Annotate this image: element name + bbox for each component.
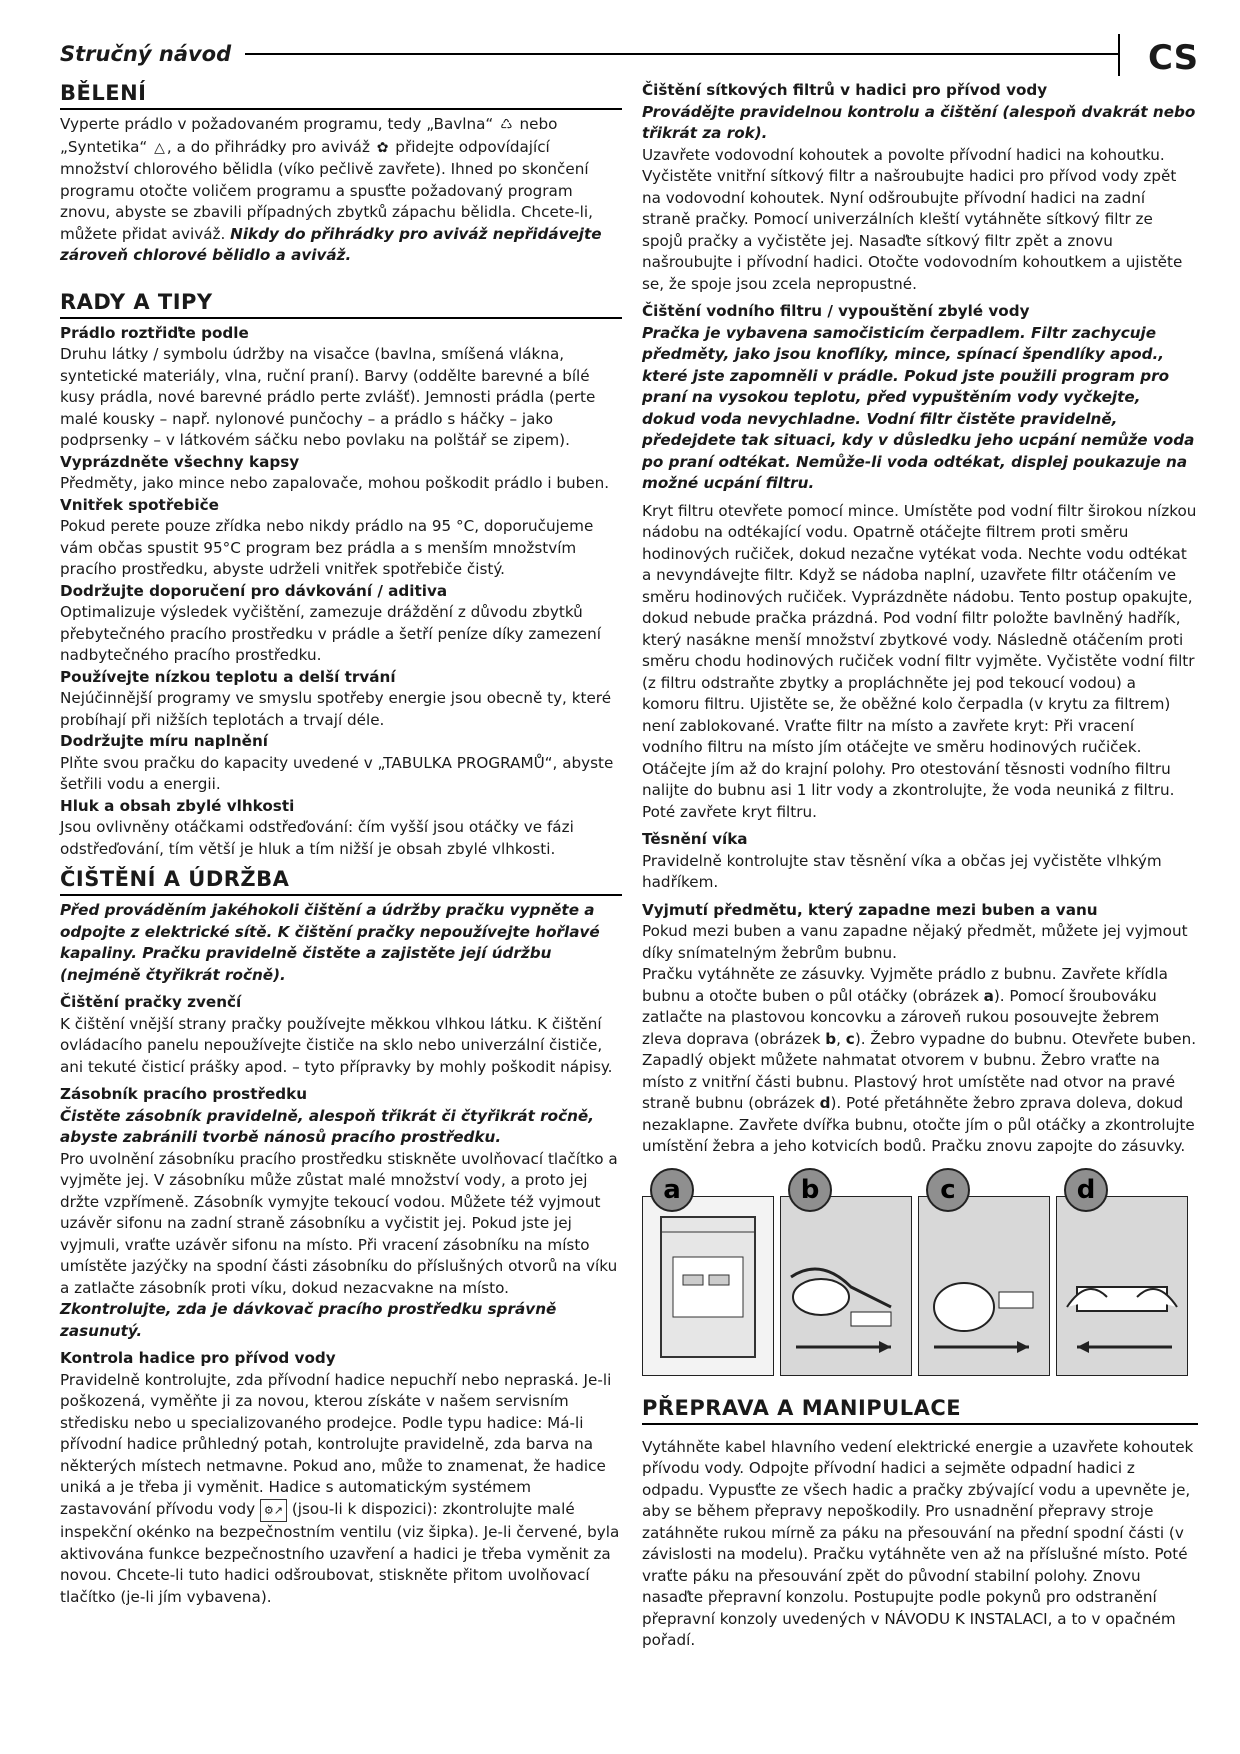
figure-d	[1056, 1196, 1188, 1376]
heading-kontrola-hadice: Kontrola hadice pro přívod vody	[60, 1349, 336, 1367]
figures-row	[642, 1168, 1198, 1383]
tip-heading: Používejte nízkou teplotu a delší trvání	[60, 667, 396, 686]
tip-text: Jsou ovlivněny otáčkami odstřeďování: čím vyšší jsou otáčky ve fázi odstřeďování, tím větší je hluk a tím nižší je obsah zbylé vlhkosti.	[60, 818, 574, 858]
section-title-beleni: BĚLENÍ	[60, 80, 622, 110]
section-title-cisteni: ČIŠTĚNÍ A ÚDRŽBA	[60, 866, 622, 896]
text-vyjmuti-1: Pokud mezi buben a vanu zapadne nějaký předmět, můžete jej vyjmout díky snímatelným žebrům bubnu.	[642, 922, 1188, 962]
text-preprava: Vytáhněte kabel hlavního vedení elektrické energie a uzavřete kohoutek přívodu vody. Odpojte přívodní hadici a sejměte odpadní hadici z odpadu. Vypusťte ze všech hadic a pračky zbývající vodu a upevněte je, aby se během přepravy nepoškodily. Pro usnadnění přepravy stroje zatáhněte rukou mírně za páku na přesouvání na přední spodní části (v závislosti na modelu). Pračku vytáhněte ven až na příslušné místo. Poté vraťte páku na přesouvání zpět do původní stabilní polohy. Znovu nasaďte přepravní konzolu. Postupujte podle pokynů pro odstranění přepravní konzoly uvedených v NÁVODU K INSTALACI, a to v opačném pořadí.	[642, 1437, 1194, 1649]
beleni-warning: Nikdy do přihrádky pro aviváž nepřidávejte zároveň chlorové bělidlo a aviváž.	[60, 224, 602, 264]
text-sitkove-filtry: Uzavřete vodovodní kohoutek a povolte přívodní hadici na kohoutku. Vyčistěte vnitřní sítkový filtr a našroubujte hadici pro přívod vody zpět na vodovodní kohoutek. Nyní odšroubujte přívodní hadici na zadní straně pračky. Pomocí univerzálních kleští vytáhněte sítkový filtr ze spojů pračky a vyčistěte jej. Nasaďte sítkový filtr zpět a znovu našroubujte i přívodní hadici. Otočte vodovodním kohoutkem a ujistěte se, že spoje jsou zcela nepropustné.	[642, 145, 1183, 293]
left-column	[60, 80, 622, 1608]
avivaz-icon: ✿	[376, 139, 389, 156]
sitkove-filtry-note: Provádějte pravidelnou kontrolu a čištění (alespoň dvakrát nebo třikrát za rok).	[642, 102, 1196, 142]
zasobnik-check: Zkontrolujte, zda je dávkovač pracího prostředku správně zasunutý.	[60, 1300, 557, 1340]
tip-heading: Vnitřek spotřebiče	[60, 495, 219, 514]
heading-sitkove-filtry: Čištění sítkových filtrů v hadici pro přívod vody	[642, 81, 1048, 99]
text-kontrola-hadice: Pravidelně kontrolujte, zda přívodní hadice nepuchří nebo nepraská. Je-li poškozená, vyměňte ji za novou, kterou získáte v našem servisním středisku nebo u specializovaného prodejce. Podle typu hadice: Má-li přívodní hadice průhledný potah, kontrolujte pravidelně, zda barva na některých místech netmavne. Pokud ano, může to znamenat, že hadice uniká a je třeba ji vyměnit. Hadice s automatickým systémem zastavování přívodu vody ⚙↗ (jsou-li k dispozici): zkontrolujte malé inspekční okénko na bezpečnostním ventilu (viz šipka). Je-li červené, byla aktivována funkce bezpečnostního uzavření a hadici je třeba vyměnit za novou. Chcete-li tuto hadici odšroubovat, stiskněte přitom uvolňovací tlačítko (je-li jím vybavena).	[60, 1370, 620, 1606]
tip-text: Nejúčinnější programy ve smyslu spotřeby energie jsou obecně ty, které probíhají při nižších teplotách a trvají déle.	[60, 689, 612, 729]
language-code: CS	[1148, 38, 1199, 78]
text-vodni-filtr: Kryt filtru otevřete pomocí mince. Umístěte pod vodní filtr širokou nízkou nádobu na odtékající vodu. Opatrně otáčejte filtrem proti směru hodinových ručiček, dokud nezačne vytékat voda. Nechte vodu odtékat a nevyndávejte filtr. Když se nádoba naplní, uzavřete filtr otáčením ve směru hodinových ručiček. Vyprázdněte nádobu. Tento postup opakujte, dokud nebude pračka prázdná. Pod vodní filtr položte bavlněný hadřík, který nasákne menší množství zbytkové vody. Následně otáčením proti směru chodu hodinových ručiček vodní filtr vyjměte. Vyčistěte vodní filtr (z filtru odstraňte zbytky a propláchněte jej pod tekoucí vodou) a komoru filtru. Ujistěte se, že oběžné kolo čerpadla (v krytu za filtrem) není zablokované. Vraťte filtr na místo a zavřete kryt: Při vracení vodního filtru na místo jím otáčejte ve směru hodinových ručiček. Otáčejte jím až do krajní polohy. Pro otestování těsnosti vodního filtru nalijte do bubnu asi 1 litr vody a zkontrolujte, že voda neuniká z filtru. Poté zavřete kryt filtru.	[642, 501, 1197, 821]
tip-text: Předměty, jako mince nebo zapalovače, mohou poškodit prádlo i buben.	[60, 474, 610, 492]
text-tesneni: Pravidelně kontrolujte stav těsnění víka a občas jej vyčistěte vlhkým hadříkem.	[642, 851, 1162, 891]
header-rule	[245, 53, 1120, 55]
header-title: Stručný návod	[60, 42, 232, 66]
heading-tesneni: Těsnění víka	[642, 830, 748, 848]
tip-heading: Vyprázdněte všechny kapsy	[60, 452, 300, 471]
section-title-rady: RADY A TIPY	[60, 289, 622, 319]
heading-vodni-filtr: Čištění vodního filtru / vypouštění zbylé vody	[642, 302, 1030, 320]
tips-list	[60, 323, 622, 861]
text-zasobnik: Pro uvolnění zásobníku pracího prostředku stiskněte uvolňovací tlačítko a vyjměte jej. V zásobníku může zůstat malé množství vody, a proto jej držte vzpřímeně. Zásobník vymyjte tekoucí vodou. Můžete též vyjmout uzávěr sifonu na zadní straně zásobníku a vyčistit jej. Pokud jste jej vyjmuli, vraťte uzávěr sifonu na místo. Při vracení zásobníku na místo umístěte jazýčky na spodní části zásobníku do příslušných otvorů na víku a zatlačte zásobník proti víku, dokud nezacvakne na místo.	[60, 1149, 618, 1297]
tip-text: Druhu látky / symbolu údržby na visačce (bavlna, smíšená vlákna, syntetické materiály, vlna, ruční praní). Barvy (oddělte barevné a bílé kusy prádla, nové barevné prádlo perte zvlášť). Jemnosti prádla (perte malé kousky – např. nylonové punčochy – a prádlo s háčky – jako podprsenky – v látkovém sáčku nebo povlaku na polštář se zipem).	[60, 345, 596, 449]
vodni-filtr-note: Pračka je vybavena samočisticím čerpadlem. Filtr zachycuje předměty, jako jsou knoflíky, mince, spínací špendlíky apod., které jste zapomněli v prádle. Pokud jste použili program pro praní na vysokou teplotu, před vypuštěním vody vyčkejte, dokud voda nevychladne. Vodní filtr čistěte pravidelně, předejdete tak situaci, kdy v důsledku jeho ucpání nemůže voda po praní odtékat. Nemůže-li voda odtékat, displej poukazuje na možné ucpání filtru.	[642, 323, 1195, 492]
tip-text: Pokud perete pouze zřídka nebo nikdy prádlo na 95 °C, doporučujeme vám občas spustit 95°C program bez prádla a s menším množstvím pracího prostředku, abyste udrželi vnitřek spotřebiče čistý.	[60, 517, 594, 578]
syntetika-icon: △	[154, 139, 165, 156]
tip-text: Optimalizuje výsledek vyčištění, zamezuje dráždění z důvodu zbytků přebytečného pracího prostředku v prádle a šetří peníze díky zamezení nadbytečného pracího prostředku.	[60, 603, 601, 664]
beleni-text: Vyperte prádlo v požadovaném programu, tedy „Bavlna“ ♺ nebo „Syntetika“ △ , a do přihrádky pro aviváž ✿ přidejte odpovídající množství chlorového bělidla (víko pečlivě zavřete). Ihned po skončení programu otočte voličem programu a spusťte požadovaný program znovu, abyste se zbavili případných zbytků zápachu bělidla. Chcete-li, můžete přidat aviváž. Nikdy do přihrádky pro aviváž nepřidávejte zároveň chlorové bělidlo a aviváž.	[60, 115, 602, 264]
bavlna-icon: ♺	[500, 117, 513, 133]
zasobnik-note: Čistěte zásobník pravidelně, alespoň třikrát či čtyřikrát ročně, abyste zabránili tvorbě nánosů pracího prostředku.	[60, 1106, 594, 1146]
heading-vyjmuti: Vyjmutí předmětu, který zapadne mezi buben a vanu	[642, 900, 1098, 919]
right-column	[642, 80, 1198, 1652]
cisteni-intro: Před prováděním jakéhokoli čištění a údržby pračku vypněte a odpojte z elektrické sítě. K čištění pračky nepoužívejte hořlavé kapaliny. Pračku pravidelně čistěte a zajistěte její údržbu (nejméně čtyřikrát ročně).	[60, 901, 600, 984]
tip-heading: Hluk a obsah zbylé vlhkosti	[60, 796, 295, 815]
figure-c	[918, 1196, 1050, 1376]
tip-heading: Dodržujte míru naplnění	[60, 732, 268, 750]
header-tick	[1118, 34, 1120, 76]
heading-zasobnik: Zásobník pracího prostředku	[60, 1085, 308, 1103]
text-cisteni-zvenci: K čištění vnější strany pračky používejte měkkou vlhkou látku. K čištění ovládacího panelu nepoužívejte čističe na sklo nebo univerzální čističe, ani tekuté čisticí prášky apod. – tyto přípravky by mohly poškodit nápisy.	[60, 1014, 613, 1076]
figure-b	[780, 1196, 912, 1376]
figure-label-d: d	[1064, 1168, 1108, 1212]
figure-label-a: a	[650, 1168, 694, 1212]
text-vyjmuti-2: Pračku vytáhněte ze zásuvky. Vyjměte prádlo z bubnu. Zavřete křídla bubnu a otočte buben o půl otáčky (obrázek a). Pomocí šroubováku zatlačte na plastovou koncovku a zároveň rukou posouvejte žebrem zleva doprava (obrázek b, c). Žebro vypadne do bubnu. Otevřete buben. Zapadlý objekt můžete nahmatat otvorem v bubnu. Žebro vraťte na místo z vnitřní části bubnu. Plastový hrot umístěte nad otvor na pravé straně bubnu (obrázek d). Poté přetáhněte žebro zprava doleva, dokud nezaklapne. Zavřete dvířka bubnu, otočte jím o půl otáčky a zkontrolujte umístění žebra a jeho kotvicích bodů. Pračku znovu zapojte do zásuvky.	[642, 965, 1197, 1155]
hose-valve-icon: ⚙↗	[260, 1499, 287, 1523]
heading-cisteni-zvenci: Čištění pračky zvenčí	[60, 993, 242, 1011]
figure-label-c: c	[926, 1168, 970, 1212]
figure-label-b: b	[788, 1168, 832, 1212]
figure-a	[642, 1196, 774, 1376]
section-title-preprava: PŘEPRAVA A MANIPULACE	[642, 1395, 1198, 1425]
tip-text: Plňte svou pračku do kapacity uvedené v „TABULKA PROGRAMŮ“, abyste šetřili vodu a energii.	[60, 753, 614, 793]
tip-heading: Prádlo roztřiďte podle	[60, 323, 249, 342]
tip-heading: Dodržujte doporučení pro dávkování / aditiva	[60, 581, 448, 600]
